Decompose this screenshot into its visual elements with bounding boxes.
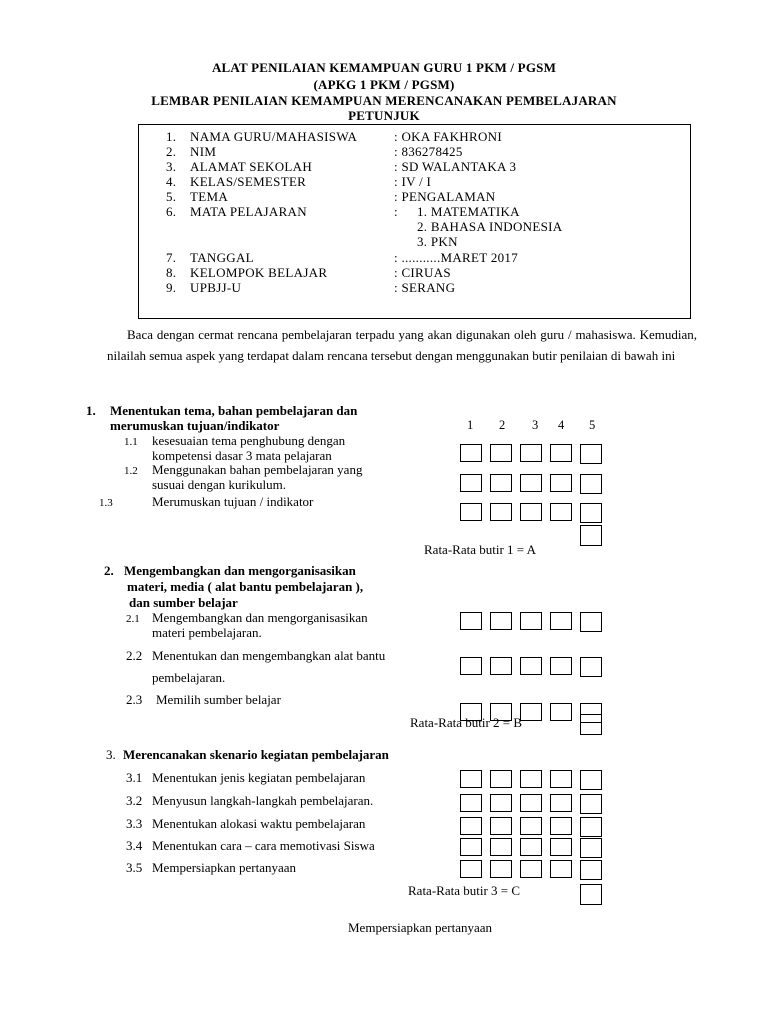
instructions-paragraph: Baca dengan cermat rencana pembelajaran terpadu yang akan digunakan oleh guru / mahasiswa. Kemudian, nilailah semua aspek yang terdapat dalam rencana tersebut dengan menggunakan butir penilaian di bawah ini — [107, 327, 697, 363]
item-1-2-number: 1.2 — [124, 465, 138, 477]
item-2-3-number: 2.3 — [126, 692, 143, 707]
rating-2-2-box-4[interactable] — [550, 657, 572, 675]
rating-2-1-box-1[interactable] — [460, 612, 482, 630]
item-2-2-text: Menentukan dan mengembangkan alat bantu — [152, 648, 386, 663]
rating-1-3-box-2[interactable] — [490, 503, 512, 521]
item-1-3-text: Merumuskan tujuan / indikator — [152, 494, 314, 509]
item-3-5-number: 3.5 — [126, 860, 143, 875]
scale-3: 3 — [532, 418, 539, 432]
subject-1: 1. MATEMATIKA — [417, 204, 520, 219]
rating-3-3-box-4[interactable] — [550, 817, 572, 835]
scale-4: 4 — [558, 418, 565, 432]
rating-3-2-box-4[interactable] — [550, 794, 572, 812]
average-box-a[interactable] — [580, 525, 602, 546]
instructions-heading: PETUNJUK — [348, 108, 420, 123]
section-1-title: Menentukan tema, bahan pembelajaran dan — [110, 403, 358, 418]
section-3-title: Merencanakan skenario kegiatan pembelajaran — [123, 747, 389, 762]
section-1-title-2: merumuskan tujuan/indikator — [110, 418, 280, 433]
item-3-5-text: Mempersiapkan pertanyaan — [152, 860, 297, 875]
rating-3-4-box-5[interactable] — [580, 838, 602, 858]
subject-2: 2. BAHASA INDONESIA — [417, 219, 563, 234]
rating-1-2-box-1[interactable] — [460, 474, 482, 492]
item-2-1-number: 2.1 — [126, 613, 140, 625]
item-1-1-number: 1.1 — [124, 436, 138, 448]
rating-2-1-box-2[interactable] — [490, 612, 512, 630]
section-1-average: Rata-Rata butir 1 = A — [424, 542, 537, 557]
rating-3-1-box-4[interactable] — [550, 770, 572, 788]
rating-1-1-box-4[interactable] — [550, 444, 572, 462]
average-box-c[interactable] — [580, 884, 602, 905]
rating-2-1-box-5[interactable] — [580, 612, 602, 632]
subject-3: 3. PKN — [417, 234, 458, 249]
rating-1-3-box-1[interactable] — [460, 503, 482, 521]
rating-3-1-box-3[interactable] — [520, 770, 542, 788]
rating-2-1-box-3[interactable] — [520, 612, 542, 630]
rating-3-5-box-2[interactable] — [490, 860, 512, 878]
item-1-1-text-2: kompetensi dasar 3 mata pelajaran — [152, 448, 332, 463]
section-2-title-3: dan sumber belajar — [129, 595, 238, 610]
rating-3-4-box-4[interactable] — [550, 838, 572, 856]
item-3-3-text: Menentukan alokasi waktu pembelajaran — [152, 816, 366, 831]
rating-2-3-box-2[interactable] — [490, 703, 512, 721]
item-3-1-number: 3.1 — [126, 770, 143, 785]
rating-3-5-box-5[interactable] — [580, 860, 602, 880]
section-3-average: Rata-Rata butir 3 = C — [408, 883, 521, 898]
rating-3-4-box-3[interactable] — [520, 838, 542, 856]
rating-3-5-box-1[interactable] — [460, 860, 482, 878]
rating-2-3-box-1[interactable] — [460, 703, 482, 721]
item-2-1-text: Mengembangkan dan mengorganisasikan — [152, 610, 368, 625]
rating-1-3-box-4[interactable] — [550, 503, 572, 521]
doc-subtitle: (APKG 1 PKM / PGSM) — [313, 77, 455, 92]
rating-3-1-box-1[interactable] — [460, 770, 482, 788]
rating-2-3-box-4[interactable] — [550, 703, 572, 721]
rating-1-1-box-2[interactable] — [490, 444, 512, 462]
rating-2-2-box-5[interactable] — [580, 657, 602, 677]
rating-3-2-box-3[interactable] — [520, 794, 542, 812]
rating-1-2-box-3[interactable] — [520, 474, 542, 492]
section-2-number: 2. — [104, 563, 114, 578]
section-1-number: 1. — [86, 403, 96, 418]
rating-3-1-box-5[interactable] — [580, 770, 602, 790]
rating-3-4-box-2[interactable] — [490, 838, 512, 856]
item-3-2-number: 3.2 — [126, 793, 143, 808]
item-3-4-text: Menentukan cara – cara memotivasi Siswa — [152, 838, 375, 853]
rating-3-3-box-2[interactable] — [490, 817, 512, 835]
section-2-title-2: materi, media ( alat bantu pembelajaran ), — [127, 579, 364, 594]
item-2-2-text-2: pembelajaran. — [152, 670, 226, 685]
footer-note: Mempersiapkan pertanyaan — [348, 920, 493, 935]
rating-1-1-box-1[interactable] — [460, 444, 482, 462]
scale-1: 1 — [467, 418, 474, 432]
rating-3-1-box-2[interactable] — [490, 770, 512, 788]
rating-3-3-box-1[interactable] — [460, 817, 482, 835]
item-3-2-text: Menyusun langkah-langkah pembelajaran. — [152, 793, 374, 808]
rating-3-4-box-1[interactable] — [460, 838, 482, 856]
rating-1-3-box-3[interactable] — [520, 503, 542, 521]
doc-title: ALAT PENILAIAN KEMAMPUAN GURU 1 PKM / PGSM — [211, 60, 557, 75]
item-2-2-number: 2.2 — [126, 648, 143, 663]
rating-2-1-box-4[interactable] — [550, 612, 572, 630]
section-3-number: 3. — [106, 747, 116, 762]
section-2-title: Mengembangkan dan mengorganisasikan — [124, 563, 356, 578]
rating-3-2-box-2[interactable] — [490, 794, 512, 812]
average-box-b[interactable] — [580, 714, 602, 735]
rating-3-2-box-1[interactable] — [460, 794, 482, 812]
item-3-4-number: 3.4 — [126, 838, 143, 853]
item-3-1-text: Menentukan jenis kegiatan pembelajaran — [152, 770, 366, 785]
item-2-3-text: Memilih sumber belajar — [156, 692, 281, 707]
rating-1-1-box-5[interactable] — [580, 444, 602, 464]
rating-1-2-box-5[interactable] — [580, 474, 602, 494]
rating-2-2-box-1[interactable] — [460, 657, 482, 675]
item-1-3-number: 1.3 — [99, 497, 113, 509]
rating-3-2-box-5[interactable] — [580, 794, 602, 814]
section-2-average: Rata-Rata butir 2 = B — [410, 715, 523, 730]
rating-2-2-box-3[interactable] — [520, 657, 542, 675]
rating-3-5-box-3[interactable] — [520, 860, 542, 878]
rating-3-3-box-5[interactable] — [580, 817, 602, 837]
item-1-1-text: kesesuaian tema penghubung dengan — [152, 433, 346, 448]
item-3-3-number: 3.3 — [126, 816, 143, 831]
scale-2: 2 — [499, 418, 506, 432]
rating-3-3-box-3[interactable] — [520, 817, 542, 835]
sheet-title: LEMBAR PENILAIAN KEMAMPUAN MERENCANAKAN PEMBELAJARAN — [151, 93, 617, 108]
scale-5: 5 — [589, 418, 596, 432]
rating-3-5-box-4[interactable] — [550, 860, 572, 878]
rating-2-3-box-3[interactable] — [520, 703, 542, 721]
item-1-2-text-2: susuai dengan kurikulum. — [152, 477, 286, 492]
rating-1-3-box-5[interactable] — [580, 503, 602, 523]
rating-1-2-box-2[interactable] — [490, 474, 512, 492]
rating-1-1-box-3[interactable] — [520, 444, 542, 462]
item-1-2-text: Menggunakan bahan pembelajaran yang — [152, 462, 363, 477]
rating-1-2-box-4[interactable] — [550, 474, 572, 492]
rating-2-2-box-2[interactable] — [490, 657, 512, 675]
item-2-1-text-2: materi pembelajaran. — [152, 625, 262, 640]
